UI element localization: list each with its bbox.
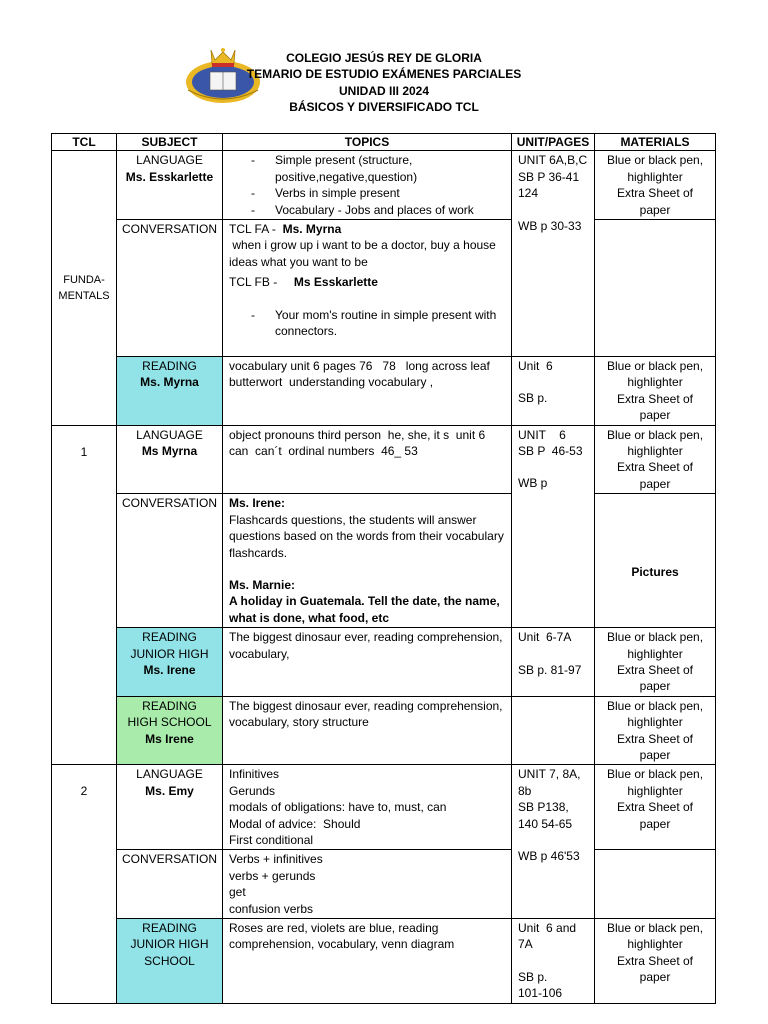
topic-text: vocabulary unit 6 pages 76 78 long across leaf butterwort understanding vocabulary , xyxy=(229,359,494,390)
table-row xyxy=(52,919,716,1004)
unit-title: UNIDAD III 2024 xyxy=(338,83,430,98)
materials-cell xyxy=(595,850,716,919)
materials-line: Blue or black pen, highlighter xyxy=(606,921,704,952)
conversation-fa xyxy=(229,221,505,237)
table-row xyxy=(52,628,716,697)
topics-cell xyxy=(223,765,512,850)
teacher-name: Ms. Irene xyxy=(143,662,196,677)
materials-cell xyxy=(595,357,716,426)
school-name: COLEGIO JESÚS REY DE GLORIA xyxy=(286,51,482,65)
subject-label: LANGUAGE xyxy=(136,153,203,168)
topic-text: The biggest dinosaur ever, reading comprehension, vocabulary, xyxy=(229,630,503,661)
unit-line: SB P138, 140 54-65 xyxy=(518,800,573,831)
subject-label: READING xyxy=(142,630,197,645)
topic-text: Roses are red, violets are blue, reading comprehension, vocabulary, venn diagram xyxy=(229,921,455,952)
unit-pages-cell xyxy=(512,919,595,1004)
teacher-name: Ms. Marnie: xyxy=(229,577,296,592)
subject-label: JUNIOR HIGH xyxy=(130,646,209,661)
materials-line: Blue or black pen, highlighter xyxy=(606,427,704,459)
materials-line: Blue or black pen, highlighter xyxy=(606,359,704,390)
unit-pages-cell xyxy=(512,765,595,919)
topic-text: A holiday in Guatemala. Tell the date, the name, what is done, what food, etc xyxy=(229,594,500,625)
subject-label: CONVERSATION xyxy=(121,852,218,867)
materials-line: Extra Sheet of paper xyxy=(616,460,694,491)
subject-label: LANGUAGE xyxy=(136,767,203,782)
list-item: Gerunds xyxy=(229,783,276,798)
table-row xyxy=(52,850,716,919)
teacher-name: Ms Irene xyxy=(145,731,194,746)
subject-label: SCHOOL xyxy=(144,953,195,968)
topics-cell xyxy=(223,696,512,765)
tcl-2 xyxy=(52,765,117,1003)
unit-pages-cell xyxy=(512,628,595,697)
materials-line: Blue or black pen, highlighter xyxy=(606,153,704,184)
unit-pages-cell xyxy=(512,357,595,426)
subject-reading xyxy=(117,357,223,426)
topic-text: when i grow up i want to be a doctor, buy a house ideas what you want to be xyxy=(229,238,500,269)
subject-language xyxy=(117,151,223,220)
list-item: - Simple present (structure, positive,negative,question) xyxy=(229,152,505,185)
table-row xyxy=(52,151,716,220)
list-item: Infinitives xyxy=(229,767,280,782)
topics-list xyxy=(229,152,505,218)
tcl-label: 2 xyxy=(80,784,88,799)
subject-language xyxy=(117,765,223,850)
subject-label: CONVERSATION xyxy=(121,222,218,237)
materials-line: Extra Sheet of paper xyxy=(616,391,694,423)
subject-conversation xyxy=(117,220,223,357)
materials-cell xyxy=(595,765,716,850)
unit-line: Unit 6-7A xyxy=(518,630,572,645)
subject-label: READING xyxy=(142,698,197,713)
materials-cell xyxy=(595,628,716,697)
tcl-label: 1 xyxy=(80,444,88,459)
subject-reading-junior-high xyxy=(117,628,223,697)
list-item: - Vocabulary - Jobs and places of work xyxy=(229,202,505,218)
materials-line: Extra Sheet of paper xyxy=(616,731,694,762)
materials-line: Extra Sheet of paper xyxy=(616,662,694,694)
conversation-fb xyxy=(229,274,505,290)
unit-pages-cell xyxy=(512,425,595,627)
topic-text: The biggest dinosaur ever, reading comprehension, vocabulary, story structure xyxy=(229,698,503,730)
materials-line: Blue or black pen, highlighter xyxy=(606,767,704,798)
col-header-unit-pages: UNIT/PAGES xyxy=(512,134,595,151)
unit-line: SB p. xyxy=(518,969,548,984)
list-item: confusion verbs xyxy=(229,901,314,916)
subject-language xyxy=(117,425,223,494)
subject-label: LANGUAGE xyxy=(136,427,203,442)
teacher-name: Ms. Esskarlette xyxy=(125,169,214,184)
col-header-subject: SUBJECT xyxy=(117,134,223,151)
topics-cell xyxy=(223,919,512,1004)
document-titles xyxy=(0,50,768,115)
materials-line: Extra Sheet of paper xyxy=(616,800,694,831)
topics-cell xyxy=(223,425,512,494)
unit-line: SB P 36-41 xyxy=(518,169,580,184)
materials-line: Pictures xyxy=(631,564,679,579)
list-item: modals of obligations: have to, must, can xyxy=(229,800,447,815)
materials-line: Extra Sheet of paper xyxy=(616,953,694,985)
table-row xyxy=(52,765,716,850)
teacher-name: Ms. Myrna xyxy=(282,222,342,237)
topics-cell xyxy=(223,850,512,919)
list-item: - Your mom's routine in simple present with connectors. xyxy=(229,307,505,340)
subject-conversation xyxy=(117,850,223,919)
subject-label: READING xyxy=(142,921,197,936)
materials-cell xyxy=(595,696,716,765)
subject-label: JUNIOR HIGH xyxy=(130,937,209,952)
teacher-name: Ms. Myrna xyxy=(140,375,199,390)
unit-line: SB p. 81-97 xyxy=(518,662,582,677)
unit-line: UNIT 7, 8A, 8b xyxy=(518,767,581,798)
list-item: - Verbs in simple present xyxy=(229,185,505,201)
topics-cell xyxy=(223,494,512,628)
teacher-name: Ms Myrna xyxy=(141,444,198,459)
level-title: BÁSICOS Y DIVERSIFICADO TCL xyxy=(289,99,479,114)
tcl-fundamentals xyxy=(52,151,117,425)
teacher-name: Ms. Emy xyxy=(145,783,194,798)
subject-reading-high-school xyxy=(117,696,223,765)
table-row xyxy=(52,357,716,426)
group-label: TCL FB - xyxy=(229,275,294,290)
tcl-label: FUNDA- MENTALS xyxy=(58,274,110,303)
materials-line: Blue or black pen, highlighter xyxy=(606,630,704,661)
materials-cell xyxy=(595,494,716,628)
document-title: TEMARIO DE ESTUDIO EXÁMENES PARCIALES xyxy=(246,67,522,82)
teacher-name: Ms. Irene: xyxy=(229,496,286,511)
unit-pages-cell xyxy=(512,696,595,765)
unit-pages-cell xyxy=(512,151,595,357)
unit-line: 124 xyxy=(518,186,539,201)
list-item: Modal of advice: Should xyxy=(229,816,361,831)
table-header-row xyxy=(52,134,716,151)
topics-cell xyxy=(223,151,512,220)
list-item: verbs + gerunds xyxy=(229,868,316,883)
unit-line: WB p 30-33 xyxy=(518,218,582,233)
col-header-topics: TOPICS xyxy=(223,134,512,151)
topics-cell xyxy=(223,628,512,697)
materials-cell xyxy=(595,220,716,357)
subject-label: HIGH SCHOOL xyxy=(127,715,212,730)
topic-text: object pronouns third person he, she, it s unit 6 can can´t ordinal numbers 46_ 53 xyxy=(229,427,489,459)
col-header-materials: MATERIALS xyxy=(595,134,716,151)
unit-line: UNIT 6A,B,C xyxy=(518,153,588,168)
unit-line: WB p 46'53 xyxy=(518,849,580,863)
unit-line: UNIT 6 xyxy=(518,427,566,442)
document-header xyxy=(0,0,768,130)
unit-line: WB p xyxy=(518,476,548,491)
teacher-name: Ms Esskarlette xyxy=(293,275,378,290)
unit-line: 101-106 xyxy=(518,986,563,1001)
unit-line: Unit 6 and 7A xyxy=(518,921,580,952)
topics-list xyxy=(229,307,505,340)
materials-line: Extra Sheet of paper xyxy=(616,186,694,217)
topics-cell xyxy=(223,357,512,426)
list-item: Verbs + infinitives xyxy=(229,852,323,867)
tcl-1 xyxy=(52,425,117,765)
table-row xyxy=(52,494,716,628)
materials-line: Blue or black pen, highlighter xyxy=(606,698,704,730)
materials-cell xyxy=(595,425,716,494)
subject-conversation xyxy=(117,494,223,628)
list-item: get xyxy=(229,885,246,900)
unit-line: Unit 6 xyxy=(518,359,553,374)
group-label: TCL FA - xyxy=(229,222,283,237)
unit-line: SB P 46-53 xyxy=(518,444,583,459)
topic-text: Flashcards questions, the students will answer questions based on the words from their vocabulary flashcards. xyxy=(229,512,504,560)
topics-cell xyxy=(223,220,512,357)
subject-reading-junior-high-school xyxy=(117,919,223,1004)
subject-label: CONVERSATION xyxy=(121,496,218,511)
table-row xyxy=(52,696,716,765)
materials-cell xyxy=(595,919,716,1004)
col-header-tcl: TCL xyxy=(52,134,117,151)
list-item: First conditional xyxy=(229,833,314,847)
materials-cell xyxy=(595,151,716,220)
unit-line: SB p. xyxy=(518,391,548,406)
topics-table xyxy=(51,133,716,1004)
subject-label: READING xyxy=(142,359,197,374)
table-row xyxy=(52,425,716,494)
table-row xyxy=(52,220,716,357)
